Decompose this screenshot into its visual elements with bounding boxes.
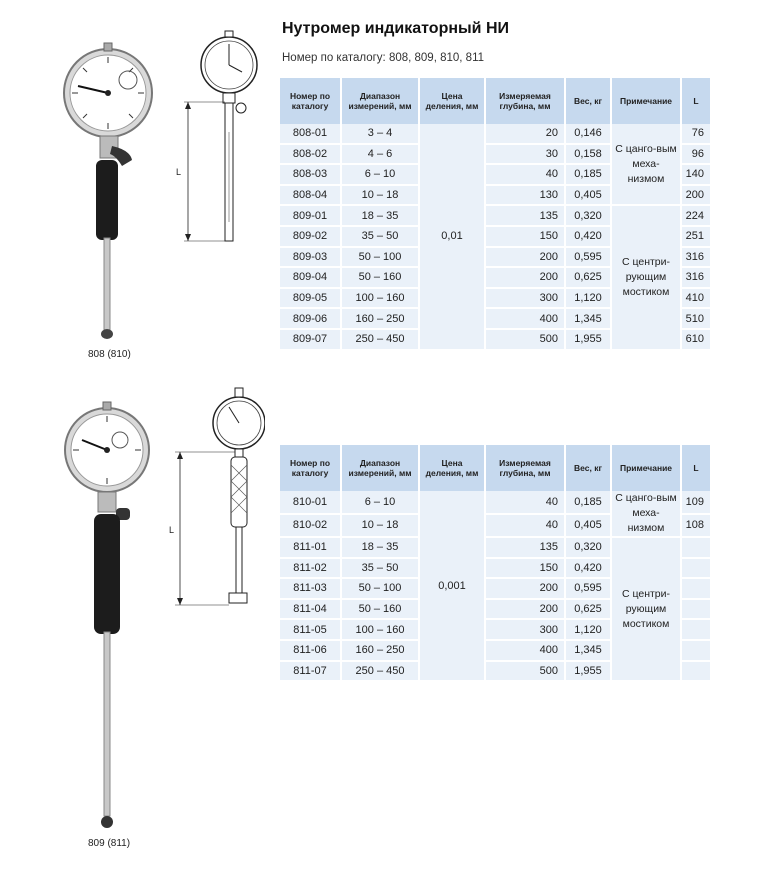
cell-L: 224 — [682, 206, 710, 227]
table-header-row — [280, 78, 710, 124]
cell-depth: 200 — [486, 600, 566, 621]
cell-L: 510 — [682, 309, 710, 330]
cell-range: 6 – 10 — [342, 491, 420, 515]
cell-catalog-number: 808-01 — [280, 124, 342, 145]
cell-L: 140 — [682, 165, 710, 186]
figure-caption-bottom: 809 (811) — [88, 838, 131, 849]
cell-catalog-number: 810-02 — [280, 515, 342, 539]
table-row — [280, 124, 710, 145]
cell-range: 50 – 160 — [342, 268, 420, 289]
cell-range: 160 – 250 — [342, 641, 420, 662]
cell-L — [682, 662, 710, 683]
cell-weight: 1,120 — [566, 289, 612, 310]
col-range: Диапазон измерений, мм — [342, 445, 420, 491]
cell-depth: 400 — [486, 641, 566, 662]
cell-depth: 200 — [486, 579, 566, 600]
cell-range: 4 – 6 — [342, 145, 420, 166]
cell-range: 18 – 35 — [342, 206, 420, 227]
cell-weight: 1,955 — [566, 662, 612, 683]
cell-catalog-number: 809-01 — [280, 206, 342, 227]
cell-note-centering: С центри-рующим мостиком — [612, 206, 682, 350]
cell-note-centering: С центри-рующим мостиком — [612, 538, 682, 682]
cell-L: 108 — [682, 515, 710, 539]
cell-range: 6 – 10 — [342, 165, 420, 186]
cell-range: 250 – 450 — [342, 330, 420, 351]
cell-range: 35 – 50 — [342, 227, 420, 248]
col-division: Цена деления, мм — [420, 78, 486, 124]
cell-catalog-number: 811-07 — [280, 662, 342, 683]
cell-weight: 1,345 — [566, 309, 612, 330]
table-header-row — [280, 445, 710, 491]
spec-table-810-811 — [280, 445, 710, 682]
cell-catalog-number: 808-04 — [280, 186, 342, 207]
cell-catalog-number: 811-02 — [280, 559, 342, 580]
cell-weight: 0,420 — [566, 227, 612, 248]
cell-division: 0,001 — [420, 491, 486, 682]
cell-weight: 0,625 — [566, 268, 612, 289]
cell-range: 100 – 160 — [342, 289, 420, 310]
cell-range: 250 – 450 — [342, 662, 420, 683]
cell-depth: 150 — [486, 559, 566, 580]
table-row — [280, 538, 710, 559]
cell-depth: 300 — [486, 620, 566, 641]
cell-catalog-number: 811-05 — [280, 620, 342, 641]
col-division: Цена деления, мм — [420, 445, 486, 491]
col-weight: Вес, кг — [566, 445, 612, 491]
col-note: Примечание — [612, 445, 682, 491]
cell-depth: 40 — [486, 515, 566, 539]
cell-range: 10 – 18 — [342, 186, 420, 207]
cell-depth: 135 — [486, 538, 566, 559]
figure-caption-top: 808 (810) — [88, 349, 131, 360]
cell-depth: 40 — [486, 491, 566, 515]
cell-L — [682, 600, 710, 621]
cell-depth: 300 — [486, 289, 566, 310]
cell-range: 50 – 100 — [342, 579, 420, 600]
cell-weight: 0,405 — [566, 515, 612, 539]
col-depth: Измеряемая глубина, мм — [486, 445, 566, 491]
cell-L: 610 — [682, 330, 710, 351]
cell-weight: 0,595 — [566, 579, 612, 600]
cell-depth: 200 — [486, 248, 566, 269]
cell-weight: 1,120 — [566, 620, 612, 641]
cell-range: 100 – 160 — [342, 620, 420, 641]
cell-catalog-number: 811-04 — [280, 600, 342, 621]
cell-depth: 30 — [486, 145, 566, 166]
cell-catalog-number: 809-07 — [280, 330, 342, 351]
cell-depth: 40 — [486, 165, 566, 186]
cell-weight: 0,320 — [566, 206, 612, 227]
cell-L: 109 — [682, 491, 710, 515]
spec-table-808-809 — [280, 78, 710, 351]
catalog-numbers: Номер по каталогу: 808, 809, 810, 811 — [282, 52, 485, 64]
col-weight: Вес, кг — [566, 78, 612, 124]
cell-weight: 0,405 — [566, 186, 612, 207]
cell-depth: 500 — [486, 662, 566, 683]
cell-depth: 400 — [486, 309, 566, 330]
col-range: Диапазон измерений, мм — [342, 78, 420, 124]
cell-weight: 0,320 — [566, 538, 612, 559]
cell-note-collet: С цанго-вым меха-низмом — [612, 491, 682, 538]
cell-range: 35 – 50 — [342, 559, 420, 580]
cell-weight: 1,955 — [566, 330, 612, 351]
cell-catalog-number: 811-06 — [280, 641, 342, 662]
cell-L: 316 — [682, 268, 710, 289]
cell-weight: 0,625 — [566, 600, 612, 621]
dimension-L-label: L — [176, 167, 182, 177]
cell-weight: 0,595 — [566, 248, 612, 269]
cell-catalog-number: 809-05 — [280, 289, 342, 310]
col-catalog-number: Номер по каталогу — [280, 78, 342, 124]
cell-range: 160 – 250 — [342, 309, 420, 330]
cell-range: 50 – 100 — [342, 248, 420, 269]
bore-gauge-808-photo — [60, 38, 170, 343]
cell-L: 76 — [682, 124, 710, 145]
cell-depth: 200 — [486, 268, 566, 289]
cell-L: 410 — [682, 289, 710, 310]
cell-L — [682, 641, 710, 662]
cell-depth: 150 — [486, 227, 566, 248]
cell-depth: 500 — [486, 330, 566, 351]
cell-range: 10 – 18 — [342, 515, 420, 539]
cell-L — [682, 620, 710, 641]
cell-L — [682, 559, 710, 580]
cell-range: 18 – 35 — [342, 538, 420, 559]
col-L: L — [682, 445, 710, 491]
cell-catalog-number: 809-06 — [280, 309, 342, 330]
cell-division: 0,01 — [420, 124, 486, 351]
cell-depth: 130 — [486, 186, 566, 207]
bore-gauge-809-drawing — [165, 385, 265, 615]
cell-weight: 0,185 — [566, 165, 612, 186]
col-L: L — [682, 78, 710, 124]
cell-catalog-number: 809-02 — [280, 227, 342, 248]
cell-weight: 0,420 — [566, 559, 612, 580]
cell-range: 50 – 160 — [342, 600, 420, 621]
col-catalog-number: Номер по каталогу — [280, 445, 342, 491]
cell-L — [682, 579, 710, 600]
dimension-L-label: L — [169, 525, 175, 535]
cell-L: 316 — [682, 248, 710, 269]
col-note: Примечание — [612, 78, 682, 124]
cell-catalog-number: 809-03 — [280, 248, 342, 269]
cell-depth: 135 — [486, 206, 566, 227]
cell-range: 3 – 4 — [342, 124, 420, 145]
cell-catalog-number: 808-03 — [280, 165, 342, 186]
bore-gauge-809-photo — [62, 396, 162, 836]
cell-catalog-number: 811-03 — [280, 579, 342, 600]
cell-L: 200 — [682, 186, 710, 207]
col-depth: Измеряемая глубина, мм — [486, 78, 566, 124]
cell-weight: 0,185 — [566, 491, 612, 515]
cell-L: 96 — [682, 145, 710, 166]
cell-catalog-number: 810-01 — [280, 491, 342, 515]
table-row — [280, 491, 710, 515]
cell-weight: 0,158 — [566, 145, 612, 166]
cell-weight: 0,146 — [566, 124, 612, 145]
page-title: Нутромер индикаторный НИ — [282, 20, 510, 37]
cell-L — [682, 538, 710, 559]
cell-catalog-number: 809-04 — [280, 268, 342, 289]
cell-catalog-number: 808-02 — [280, 145, 342, 166]
bore-gauge-808-drawing — [170, 22, 265, 252]
cell-catalog-number: 811-01 — [280, 538, 342, 559]
cell-depth: 20 — [486, 124, 566, 145]
cell-weight: 1,345 — [566, 641, 612, 662]
cell-L: 251 — [682, 227, 710, 248]
table-row — [280, 206, 710, 227]
cell-note-collet: С цанго-вым меха-низмом — [612, 124, 682, 206]
